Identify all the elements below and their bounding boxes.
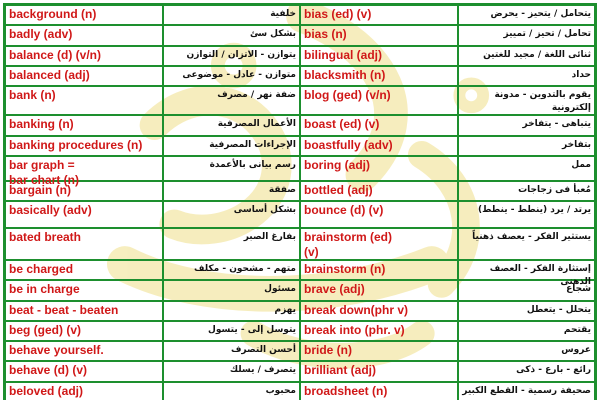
english-term: beg (ged) (v): [6, 322, 164, 340]
english-term: brainstorm (n): [301, 261, 459, 279]
arabic-meaning: رائع - بارع - ذكى: [516, 365, 591, 376]
table-row: [301, 137, 594, 157]
english-term: badly (adv): [6, 26, 164, 44]
arabic-meaning: إستثارة الفكر - العصف الذهنى: [489, 264, 591, 288]
arabic-meaning: صحيفة رسمية - القطع الكبير: [462, 385, 591, 396]
english-term: break into (phr. v): [301, 322, 459, 340]
english-term: be charged: [6, 261, 164, 279]
english-term: bank (n): [6, 87, 164, 114]
english-term: background (n): [6, 6, 164, 24]
table-row: [6, 182, 299, 202]
arabic-meaning: خلفية: [270, 9, 296, 19]
arabic-meaning: ممل: [571, 159, 591, 170]
english-term: blog (ged) (v/n): [301, 87, 459, 114]
english-term: bilingual (adj): [301, 47, 459, 65]
table-row: [301, 302, 594, 322]
arabic-meaning: يقتحم: [563, 324, 591, 335]
arabic-meaning: يتوازن - الاتزان / التوازن: [186, 49, 296, 60]
table-row: [6, 26, 299, 46]
table-row: [6, 362, 299, 382]
table-row: [301, 26, 594, 46]
table-row: [6, 47, 299, 67]
table-row: [6, 342, 299, 362]
table-row: [6, 261, 299, 281]
arabic-meaning: صفقة: [268, 185, 296, 196]
english-term: brilliant (adj): [301, 362, 459, 380]
arabic-meaning: شجاع: [566, 284, 591, 295]
table-row: [301, 182, 594, 202]
english-term: behave (d) (v): [6, 362, 164, 380]
table-row: [301, 87, 594, 116]
english-term: be in charge: [6, 281, 164, 299]
table-row: [6, 157, 299, 187]
table-row: [301, 362, 594, 382]
arabic-meaning: ثنائى اللغة / مجيد للغتين: [483, 49, 591, 60]
arabic-meaning: يتحلل - يتعطل: [526, 304, 591, 315]
table-row: [6, 383, 299, 400]
arabic-meaning: يتوسل إلى - يتسول: [208, 324, 296, 335]
table-row: [301, 261, 594, 288]
table-row: [6, 229, 299, 261]
table-row: [6, 322, 299, 342]
english-term: boring (adj): [301, 157, 459, 180]
arabic-meaning: يتحامل / يتحيز - يحرض: [490, 9, 591, 19]
arabic-meaning: متهم - مشحون - مكلف: [194, 264, 296, 275]
vocab-column-left: [6, 6, 299, 400]
arabic-meaning: يستثير الفكر - يعصف ذهنياً: [472, 231, 591, 242]
table-row: [6, 281, 299, 301]
arabic-meaning: يهزم: [274, 304, 296, 315]
arabic-meaning: يقوم بالتدوين - مدونة إلكترونية: [494, 90, 591, 113]
table-row: [301, 383, 594, 400]
vocab-column-right: [299, 6, 594, 400]
arabic-meaning: بشكل أساسى: [233, 205, 296, 216]
english-term: behave yourself.: [6, 342, 164, 360]
english-term: banking (n): [6, 116, 164, 134]
arabic-meaning: يرتد / يرد (ينطط - ينطط): [478, 205, 591, 216]
arabic-meaning: مسئول: [264, 284, 296, 295]
table-row: [301, 322, 594, 342]
arabic-meaning: بتفاخر: [562, 139, 591, 150]
english-term: bride (n): [301, 342, 459, 360]
english-term: bargain (n): [6, 182, 164, 200]
table-row: [301, 6, 594, 26]
arabic-meaning: بشكل سئ: [249, 29, 296, 40]
english-term: broadsheet (n): [301, 383, 459, 400]
english-term: brainstorm (ed) (v): [301, 229, 459, 259]
arabic-meaning: يتباهى - يتفاخر: [522, 119, 591, 130]
english-term: basically (adv): [6, 202, 164, 226]
table-row: [6, 67, 299, 87]
table-row: [301, 157, 594, 182]
english-term: blacksmith (n): [301, 67, 459, 85]
table-row: [6, 116, 299, 136]
table-row: [6, 302, 299, 322]
arabic-meaning: حداد: [571, 69, 591, 80]
page-frame: [3, 3, 597, 400]
english-term: bar graph = bar chart (n): [6, 157, 164, 180]
table-row: [6, 137, 299, 157]
arabic-meaning: عروس: [561, 345, 591, 356]
arabic-meaning: متوازن - عادل - موضوعى: [182, 69, 296, 80]
arabic-meaning: الأعمال المصرفية: [217, 119, 296, 130]
table-row: [6, 87, 299, 116]
english-term: balanced (adj): [6, 67, 164, 85]
english-term: banking procedures (n): [6, 137, 164, 155]
arabic-meaning: الإجراءات المصرفية: [209, 139, 296, 150]
english-term: bias (ed) (v): [301, 6, 459, 24]
table-row: [301, 229, 594, 261]
arabic-meaning: محبوب: [265, 385, 296, 396]
table-row: [6, 6, 299, 26]
table-row: [301, 281, 594, 301]
english-term: brave (adj): [301, 281, 459, 299]
english-term: boast (ed) (v): [301, 116, 459, 134]
table-row: [301, 116, 594, 136]
table-row: [6, 202, 299, 228]
table-row: [301, 342, 594, 362]
arabic-meaning: بفارغ الصبر: [243, 231, 296, 242]
english-term: break down(phr v): [301, 302, 459, 320]
arabic-meaning: ضفة نهر / مصرف: [217, 90, 296, 100]
arabic-meaning: مُعبأ فى زجاجات: [518, 185, 591, 196]
english-term: bias (n): [301, 26, 459, 44]
arabic-meaning: أحسن التصرف: [230, 345, 296, 356]
english-term: boastfully (adv): [301, 137, 459, 155]
arabic-meaning: تحامل / تحيز / تمييز: [503, 29, 591, 40]
table-row: [301, 202, 594, 228]
arabic-meaning: رسم بيانى بالأعمدة: [209, 159, 296, 170]
table-row: [301, 47, 594, 67]
english-term: beat - beat - beaten: [6, 302, 164, 320]
table-row: [301, 67, 594, 87]
english-term: bottled (adj): [301, 182, 459, 200]
vocabulary-sheet: [6, 6, 594, 400]
english-term: bated breath: [6, 229, 164, 259]
arabic-meaning: يتصرف / يسلك: [229, 365, 296, 376]
english-term: bounce (d) (v): [301, 202, 459, 226]
english-term: beloved (adj): [6, 383, 164, 400]
english-term: balance (d) (v/n): [6, 47, 164, 65]
